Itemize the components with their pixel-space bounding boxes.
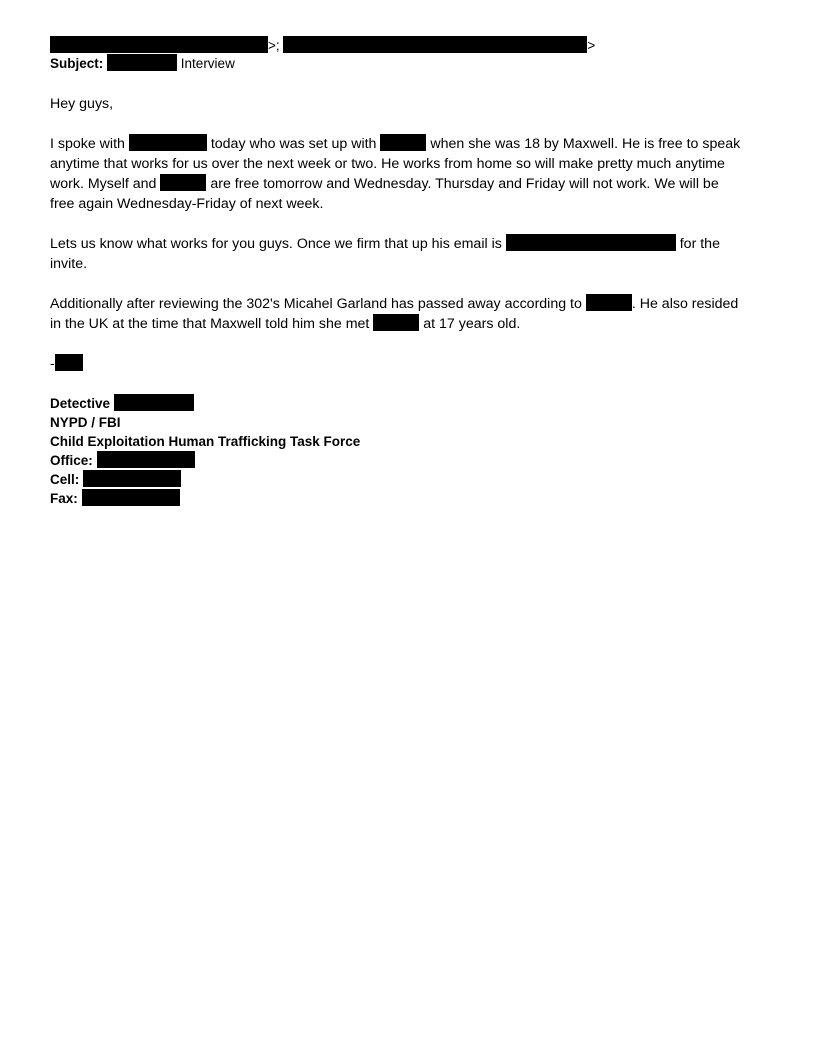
redaction (586, 294, 632, 311)
greeting: Hey guys, (50, 96, 114, 112)
recipients-line (50, 36, 770, 54)
text: Additionally after reviewing the 302's Micahel Garland has passed away according to (50, 296, 582, 312)
paragraph-2 (50, 234, 770, 274)
text: are free tomorrow and Wednesday. Thursday and Friday will not work. We will be (210, 176, 719, 192)
recipients-separator: >; (268, 38, 280, 53)
subject-text: Interview (180, 56, 235, 71)
text: free again Wednesday-Friday of next week. (50, 196, 324, 212)
redaction (50, 36, 268, 53)
text: at 17 years old. (423, 316, 521, 332)
text: work. Myself and (50, 176, 157, 192)
text: for the (679, 236, 720, 252)
redaction (373, 314, 419, 331)
signature-block (50, 394, 770, 508)
text: when she was 18 by Maxwell. He is free to speak (430, 136, 741, 152)
redaction (283, 36, 587, 53)
text: - (50, 356, 55, 372)
text: today who was set up with (210, 136, 377, 152)
redaction (114, 394, 194, 411)
signature-org: NYPD / FBI (50, 415, 121, 430)
subject-line (50, 54, 770, 74)
text: I spoke with (50, 136, 125, 152)
text: anytime that works for us over the next week or two. He works from home so will make pretty much anytime (50, 156, 725, 172)
redaction (83, 470, 181, 487)
redaction (82, 489, 180, 506)
paragraph-1 (50, 134, 770, 214)
recipients-end: > (587, 38, 596, 53)
cell-label: Cell: (50, 472, 80, 487)
redaction (97, 451, 195, 468)
text: invite. (50, 256, 88, 272)
redaction (506, 234, 676, 251)
signature-title: Detective (50, 396, 111, 411)
signature-unit: Child Exploitation Human Trafficking Task Force (50, 434, 361, 449)
redaction (129, 134, 207, 151)
redaction (55, 354, 83, 371)
email-document (50, 36, 770, 508)
redaction (380, 134, 426, 151)
text: . He also resided (631, 296, 739, 312)
paragraph-3 (50, 294, 770, 334)
subject-label: Subject: (50, 56, 104, 71)
signoff (50, 354, 770, 374)
office-label: Office: (50, 453, 93, 468)
redaction (107, 54, 177, 71)
text: Lets us know what works for you guys. Once we firm that up his email is (50, 236, 502, 252)
fax-label: Fax: (50, 491, 78, 506)
redaction (160, 174, 206, 191)
text: in the UK at the time that Maxwell told him she met (50, 316, 370, 332)
